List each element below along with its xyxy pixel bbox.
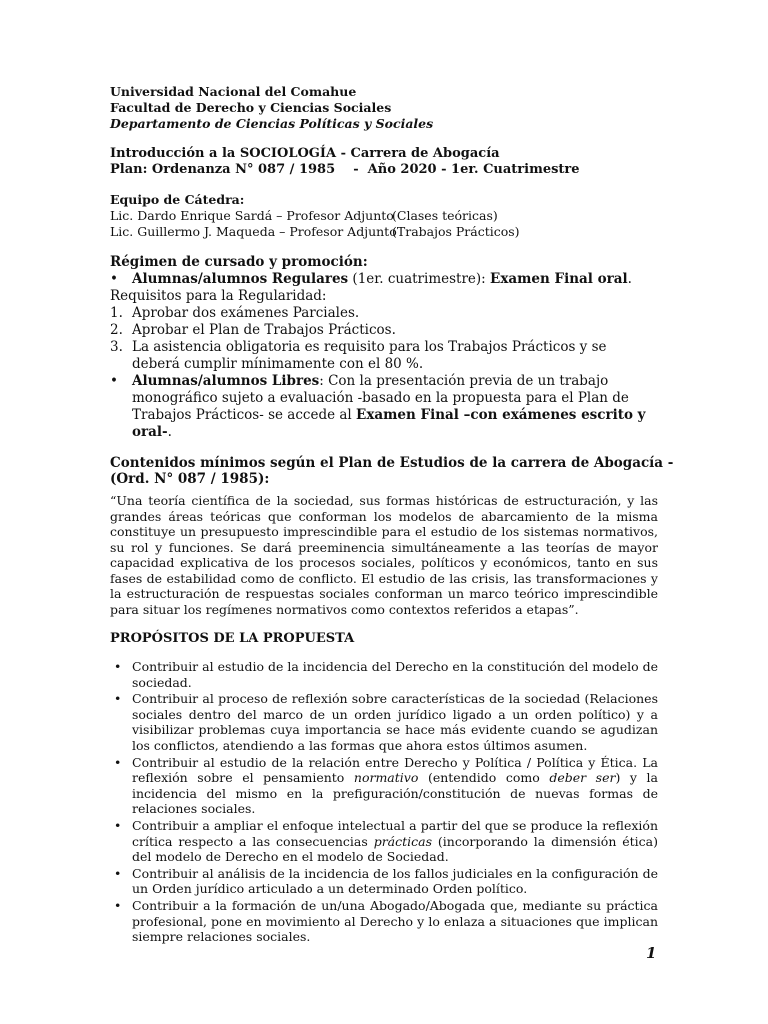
bullet-icon: • [114, 754, 122, 770]
team-member-2-role: (Trabajos Prácticos) [392, 224, 520, 239]
team-member-1-name: Lic. Dardo Enrique Sardá – Profesor Adjunto [110, 208, 394, 223]
requisito-number: 1. [110, 305, 123, 321]
list-item [110, 898, 658, 945]
bullet-icon: • [114, 817, 122, 833]
bullet-icon: • [114, 865, 122, 881]
list-item [110, 755, 658, 817]
requisito-number: 3. [110, 339, 123, 355]
bullet-icon: • [110, 373, 118, 389]
team-member-1-role: (Clases teóricas) [392, 208, 498, 223]
regulares-end: . [627, 271, 632, 287]
list-item-italic: normativo [353, 770, 419, 786]
bullet-icon: • [114, 691, 122, 707]
list-item-text-part: Contribuir al estudio de la relación entre Derecho y Política / Política y Ética. La reflexión sobre el pensamiento [132, 754, 658, 786]
faculty-name: Facultad de Derecho y Ciencias Sociales [110, 100, 392, 115]
libres-text: : Con la presentación previa de un trabajo monográfico sujeto a evaluación -basado en la propuesta para el Plan de Trabajos Prácticos- se accede al [132, 373, 629, 423]
list-item-text: Contribuir a la formación de un/una Abogado/Abogada que, mediante su práctica profesional, pone en movimiento al Derecho y lo enlaza a situaciones que implican siempre relaciones sociales. [132, 897, 658, 945]
propositos-heading: PROPÓSITOS DE LA PROPUESTA [110, 631, 355, 646]
contenidos-heading-1: Contenidos mínimos según el Plan de Estudios de la carrera de Abogacía - [110, 455, 674, 471]
regulares-mid: (1er. cuatrimestre): [348, 271, 491, 287]
list-item-italic: prácticas [373, 833, 433, 849]
requisito-text: Aprobar dos exámenes Parciales. [132, 305, 360, 321]
course-title: Introducción a la SOCIOLOGÍA - Carrera de Abogacía [110, 146, 500, 161]
list-item-text: Contribuir al análisis de la incidencia de los fallos judiciales en la configuración de un Orden jurídico articulado a un determinado Orden político. [132, 865, 658, 897]
libres-end: . [167, 424, 172, 440]
list-item-text-part: (entendido como [418, 770, 550, 786]
list-item-italic: deber ser [549, 770, 616, 786]
list-item-text-part: Contribuir a ampliar el enfoque intelectual a partir del que se produce la reflexión crítica respecto a las consecuencias [132, 817, 658, 849]
list-item-text: Contribuir al proceso de reflexión sobre características de la sociedad (Relaciones sociales dentro del marco de un orden jurídico ligado a un orden político) y a visibilizar problemas cuya importancia se hace más evidente cuando se agudizan los conflictos, atendiendo a las formas que ahora estos últimos asumen. [132, 691, 658, 753]
bullet-icon: • [110, 271, 118, 287]
regimen-heading: Régimen de cursado y promoción: [110, 254, 368, 270]
list-item-text-part: ) y la incidencia del mismo en la prefiguración/constitución de nuevas formas de relaciones sociales. [132, 770, 659, 817]
regulares-exam: Examen Final oral [490, 271, 628, 287]
libres-exam: Examen Final –con exámenes escrito y oral- [132, 407, 646, 440]
requisito-item [110, 305, 658, 322]
list-item [110, 818, 658, 865]
course-plan: Plan: Ordenanza N° 087 / 1985 - Año 2020 - 1er. Cuatrimestre [110, 162, 580, 177]
bullet-icon: • [114, 897, 122, 913]
document-page [110, 84, 674, 946]
regimen-section [110, 254, 658, 441]
requisito-text: La asistencia obligatoria es requisito para los Trabajos Prácticos y se deberá cumplir mínimamente con el 80 %. [132, 339, 607, 372]
propositos-list [110, 659, 658, 945]
team-member-1 [110, 208, 658, 224]
list-item-text [132, 818, 658, 865]
list-item-text-part: (incorporando la dimensión ética) del modelo de Derecho en el modelo de Sociedad. [132, 833, 659, 865]
bullet-icon: • [114, 659, 122, 674]
requisito-number: 2. [110, 322, 123, 338]
list-item [110, 659, 658, 690]
requisitos-heading: Requisitos para la Regularidad: [110, 288, 327, 304]
regulares-item [110, 271, 658, 288]
list-item [110, 691, 658, 753]
list-item [110, 866, 658, 897]
contenidos-heading-2: (Ord. N° 087 / 1985): [110, 471, 270, 487]
page-number: 1 [646, 944, 657, 962]
regulares-label: Alumnas/alumnos Regulares [132, 271, 349, 287]
university-name: Universidad Nacional del Comahue [110, 84, 357, 99]
requisito-item [110, 322, 658, 339]
team-member-2 [110, 224, 658, 240]
libres-item [110, 373, 658, 441]
department-name: Departamento de Ciencias Políticas y Sociales [110, 116, 434, 131]
list-item-text [132, 755, 658, 817]
list-item-text: Contribuir al estudio de la incidencia del Derecho en la constitución del modelo de sociedad. [132, 659, 658, 690]
libres-label: Alumnas/alumnos Libres [132, 373, 320, 389]
contenidos-quote: “Una teoría científica de la sociedad, sus formas históricas de estructuración, y las grandes áreas teóricas que conforman los modelos de abarcamiento de la misma constituye un presupuesto imprescindible para el estudio de los sistemas normativos, su rol y funciones. Se dará preeminencia simultáneamente a las teorías de mayor capacidad explicativa de los procesos sociales, políticos y económicos, tanto en sus fases de estabilidad como de conflicto. El estudio de las crisis, las transformaciones y la estructuración de respuestas sociales conforman un marco teórico imprescindible para situar los regímenes normativos como contextos referidos a etapas”. [110, 493, 658, 617]
team-member-2-name: Lic. Guillermo J. Maqueda – Profesor Adjunto [110, 224, 397, 239]
requisito-text: Aprobar el Plan de Trabajos Prácticos. [132, 322, 396, 338]
team-heading: Equipo de Cátedra: [110, 192, 245, 207]
requisito-item [110, 339, 658, 373]
